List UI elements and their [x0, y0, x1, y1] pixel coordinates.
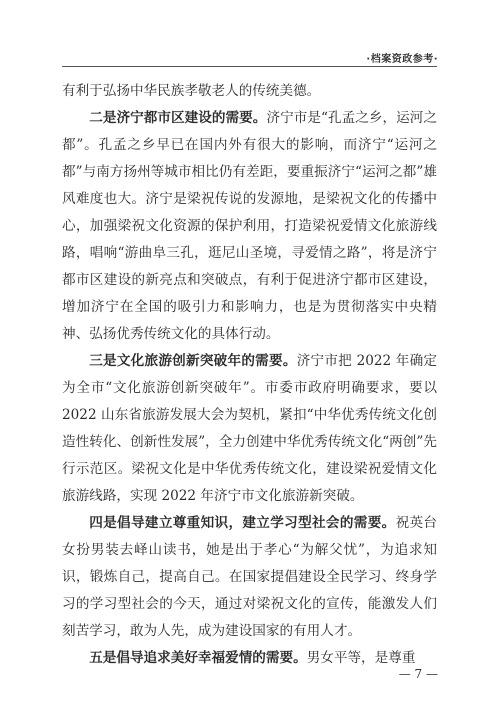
paragraph-2-text: 济宁市把 2022 年确定为全市“文化旅游创新突破年”。市委市政府明确要求，要以 2022 山东省旅游发展大会为契机，紧扣“中华优秀传统文化创造性转化、创新性发展”，全力创建中华优秀传统文化“两创”先行示范区。梁祝文化是中华优秀传统文化，建设梁祝爱情文化旅游线路，实现 2022 年济宁市文化旅游新突破。 — [62, 353, 437, 504]
paragraph-1-text: 济宁市是“孔孟之乡，运河之都”。孔孟之乡早已在国内外有很大的影响，而济宁“运河之都”与南方扬州等城市相比仍有差距，要重振济宁“运河之都”雄风难度也大。济宁是梁祝传说的发源地，是梁祝文化的传播中心，加强梁祝文化资源的保护利用，打造梁祝爱情文化旅游线路，唱响“游曲阜三孔，逛尼山圣境，寻爱情之路”，将是济宁都市区建设的新亮点和突破点，有利于促进济宁都市区建设，增加济宁在全国的吸引力和影响力，也是为贯彻落实中央精神、弘扬优秀传统文化的具体行动。 — [62, 110, 437, 342]
paragraph-1-lead: 二是济宁都市区建设的需要。 — [89, 110, 267, 126]
paragraph-0: 有利于弘扬中华民族孝敬老人的传统美德。 — [62, 83, 321, 99]
paragraph-4-lead: 五是倡导追求美好幸福爱情的需要。 — [89, 650, 307, 666]
page-number: — 7 — — [398, 667, 438, 681]
header-divider — [62, 66, 437, 67]
paragraph-3-text: 祝英台女扮男装去峄山读书，她是出于孝心“为解父忧”，为追求知识，锻炼自己，提高自己。在国家提倡建设全民学习、终身学习的学习型社会的今天，通过对梁祝文化的宣传，能激发人们刻苦学习，敢为人先，成为建设国家的有用人才。 — [62, 515, 438, 639]
paragraph-4-text: 男女平等，是尊重 — [306, 650, 416, 666]
header-title: ·档案资政参考· — [366, 54, 438, 65]
document-body — [62, 78, 437, 672]
paragraph-4 — [62, 645, 437, 672]
paragraph-1 — [62, 105, 437, 348]
paragraph-2-lead: 三是文化旅游创新突破年的需要。 — [89, 353, 297, 369]
paragraph-2 — [62, 348, 437, 510]
paragraph-3 — [62, 510, 437, 645]
paragraph-3-lead: 四是倡导建立尊重知识，建立学习型社会的需要。 — [89, 515, 396, 531]
